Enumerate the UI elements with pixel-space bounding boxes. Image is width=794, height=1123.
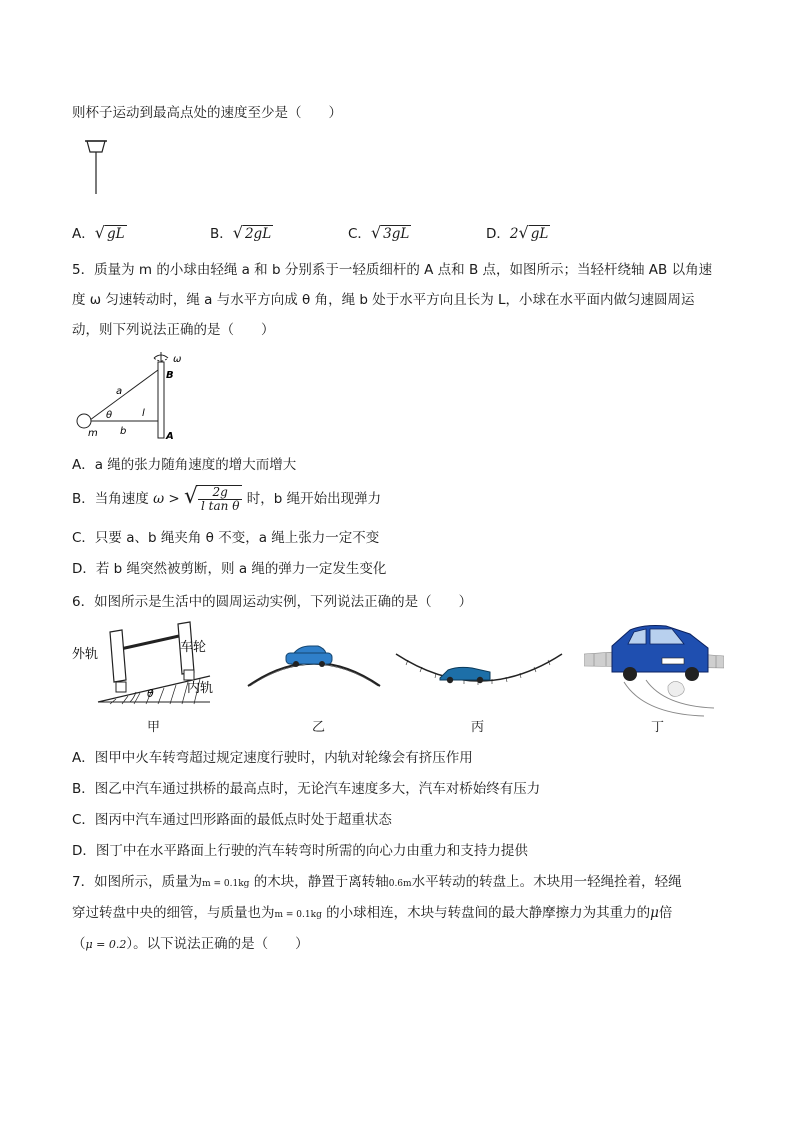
q7-stem-line2: 穿过转盘中央的细管，与质量也为m = 0.1kg 的小球相连，木块与转盘间的最大静摩擦力为其重力的μ倍 xyxy=(72,905,673,921)
mass-m-label: m xyxy=(88,428,98,439)
caption-yi: 乙 xyxy=(312,720,326,735)
q6-stem: 6．如图所示是生活中的圆周运动实例，下列说法正确的是（ ） xyxy=(72,594,473,610)
omega-threshold-fraction: $\frac{2g}{\text{l tan θ}}$ xyxy=(198,485,242,513)
q7-stem-line3: （μ = 0.2）。以下说法正确的是（ ） xyxy=(72,936,309,952)
string-a-label: a xyxy=(116,386,123,397)
caption-ding: 丁 xyxy=(651,720,665,735)
cup-on-rod-figure xyxy=(82,138,112,198)
q4-option-d[interactable]: D．2√ gL xyxy=(486,223,549,242)
omega-label: ω xyxy=(173,354,182,365)
rod-and-strings-figure xyxy=(72,350,192,442)
bank-angle-label: θ xyxy=(147,687,154,700)
q4-option-b[interactable]: B．√ 2gL xyxy=(210,223,272,242)
q6-option-d[interactable]: D．图丁中在水平路面上行驶的汽车转弯时所需的向心力由重力和支持力提供 xyxy=(72,843,528,859)
point-b-label: B xyxy=(166,370,174,381)
caption-bing: 丙 xyxy=(471,720,485,735)
theta-label: θ xyxy=(106,410,113,421)
point-a-label: A xyxy=(166,431,174,442)
q5-option-d[interactable]: D．若 b 绳突然被剪断，则 a 绳的弹力一定发生变化 xyxy=(72,561,387,577)
turning-car-figure xyxy=(584,620,724,720)
q5-stem-line2: 度 ω 匀速转动时，绳 a 与水平方向成 θ 角，绳 b 处于水平方向且长为 L，小球在水平面内做匀速圆周运 xyxy=(72,292,695,308)
q6-option-c[interactable]: C．图丙中汽车通过凹形路面的最低点时处于超重状态 xyxy=(72,812,392,828)
q4-stem-tail: 则杯子运动到最高点处的速度至少是（ ） xyxy=(72,105,342,121)
q4-option-a[interactable]: A．√ gL xyxy=(72,223,125,242)
concave-road-figure xyxy=(394,650,564,695)
banked-track-figure xyxy=(70,620,230,708)
outer-rail-label: 外轨 xyxy=(72,647,99,662)
q6-option-a[interactable]: A．图甲中火车转弯超过规定速度行驶时，内轨对轮缘会有挤压作用 xyxy=(72,750,473,766)
q5-option-c[interactable]: C．只要 a、b 绳夹角 θ 不变，a 绳上张力一定不变 xyxy=(72,530,380,546)
q5-stem-line1: 5．质量为 m 的小球由轻绳 a 和 b 分别系于一轻质细杆的 A 点和 B 点，如图所示；当轻杆绕轴 AB 以角速 xyxy=(72,262,713,278)
caption-jia: 甲 xyxy=(147,720,161,735)
q5-stem-line3: 动，则下列说法正确的是（ ） xyxy=(72,322,275,338)
q5-option-b[interactable]: B．当角速度 ω > √ $\frac{2g}{\text{l tan θ}}$ 时，b 绳开始出现弹力 xyxy=(72,484,382,513)
arched-bridge-figure xyxy=(244,640,384,690)
q5-option-a[interactable]: A．a 绳的张力随角速度的增大而增大 xyxy=(72,457,297,473)
inner-rail-label: 内轨 xyxy=(187,681,214,696)
q4-option-c[interactable]: C．√ 3gL xyxy=(348,223,410,242)
length-l-label: l xyxy=(142,408,145,419)
string-b-label: b xyxy=(120,426,127,437)
wheel-label: 车轮 xyxy=(180,640,207,655)
q6-option-b[interactable]: B．图乙中汽车通过拱桥的最高点时，无论汽车速度多大，汽车对桥始终有压力 xyxy=(72,781,541,797)
q7-stem-line1: 7．如图所示，质量为m = 0.1kg 的木块，静置于离转轴0.6m水平转动的转盘上。木块用一轻绳拴着，轻绳 xyxy=(72,874,682,890)
